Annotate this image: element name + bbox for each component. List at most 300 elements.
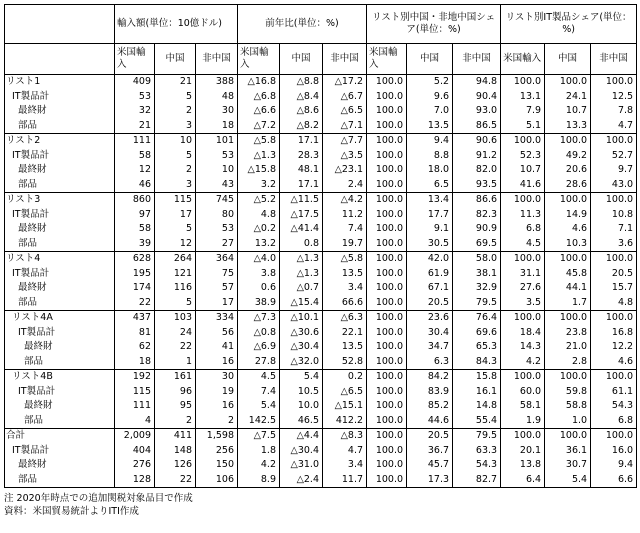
- value-cell: △32.0: [280, 355, 323, 370]
- row-label: 部品: [5, 296, 115, 311]
- value-cell: △6.6: [238, 104, 280, 119]
- value-cell: △6.8: [238, 90, 280, 105]
- value-cell: 192: [115, 370, 155, 385]
- value-cell: 100.0: [545, 193, 591, 208]
- table-row: [5, 104, 637, 119]
- value-cell: 22.1: [323, 326, 367, 341]
- value-cell: 276: [115, 458, 155, 473]
- value-cell: 3.2: [238, 178, 280, 193]
- value-cell: 2: [155, 104, 196, 119]
- value-cell: △15.8: [238, 163, 280, 178]
- value-cell: 100.0: [501, 370, 545, 385]
- table-row: [5, 163, 637, 178]
- value-cell: 76.4: [453, 311, 501, 326]
- table-row: [5, 326, 637, 341]
- value-cell: 100.0: [367, 444, 407, 459]
- value-cell: △30.4: [280, 340, 323, 355]
- row-label: 最終財: [5, 281, 115, 296]
- value-cell: 79.5: [453, 296, 501, 311]
- value-cell: 10: [155, 134, 196, 149]
- value-cell: 4: [115, 414, 155, 429]
- value-cell: 142.5: [238, 414, 280, 429]
- value-cell: 30.4: [407, 326, 453, 341]
- value-cell: 100.0: [367, 208, 407, 223]
- value-cell: △15.4: [280, 296, 323, 311]
- value-cell: 61.1: [591, 385, 637, 400]
- value-cell: 3.4: [323, 281, 367, 296]
- value-cell: 100.0: [367, 134, 407, 149]
- value-cell: 16.8: [591, 326, 637, 341]
- value-cell: 11.3: [501, 208, 545, 223]
- value-cell: 90.6: [453, 134, 501, 149]
- subheader-cell: 中国: [407, 44, 453, 75]
- value-cell: 49.2: [545, 149, 591, 164]
- value-cell: △0.8: [238, 326, 280, 341]
- value-cell: 59.8: [545, 385, 591, 400]
- value-cell: 10.5: [280, 385, 323, 400]
- value-cell: △6.7: [323, 90, 367, 105]
- value-cell: 43: [196, 178, 238, 193]
- value-cell: 10.8: [591, 208, 637, 223]
- value-cell: 18: [115, 355, 155, 370]
- value-cell: 53: [115, 90, 155, 105]
- subheader-cell: 中国: [545, 44, 591, 75]
- value-cell: 6.3: [407, 355, 453, 370]
- value-cell: 8.9: [238, 473, 280, 488]
- value-cell: 100.0: [545, 429, 591, 444]
- value-cell: 100.0: [367, 119, 407, 134]
- value-cell: 3.8: [238, 267, 280, 282]
- value-cell: 14.9: [545, 208, 591, 223]
- value-cell: 20.5: [407, 429, 453, 444]
- table-row: [5, 237, 637, 252]
- value-cell: 17.3: [407, 473, 453, 488]
- value-cell: 57: [196, 281, 238, 296]
- value-cell: 7.4: [238, 385, 280, 400]
- value-cell: 31.1: [501, 267, 545, 282]
- value-cell: 2.8: [545, 355, 591, 370]
- value-cell: 1.7: [545, 296, 591, 311]
- value-cell: 9.4: [407, 134, 453, 149]
- value-cell: 6.5: [407, 178, 453, 193]
- value-cell: 5.4: [280, 370, 323, 385]
- table-row: [5, 414, 637, 429]
- value-cell: 38.1: [453, 267, 501, 282]
- row-label: リスト3: [5, 193, 115, 208]
- value-cell: 19.7: [323, 237, 367, 252]
- value-cell: 60.0: [501, 385, 545, 400]
- value-cell: 41: [196, 340, 238, 355]
- value-cell: 100.0: [367, 473, 407, 488]
- row-label: 最終財: [5, 458, 115, 473]
- value-cell: 91.2: [453, 149, 501, 164]
- subheader-cell: 非中国: [453, 44, 501, 75]
- value-cell: 100.0: [367, 267, 407, 282]
- value-cell: 13.8: [501, 458, 545, 473]
- value-cell: 100.0: [545, 311, 591, 326]
- value-cell: 10: [196, 163, 238, 178]
- value-cell: 61.9: [407, 267, 453, 282]
- value-cell: 100.0: [367, 237, 407, 252]
- value-cell: 20.6: [545, 163, 591, 178]
- value-cell: 17: [155, 208, 196, 223]
- value-cell: 32.9: [453, 281, 501, 296]
- value-cell: 12: [155, 237, 196, 252]
- value-cell: 4.2: [238, 458, 280, 473]
- value-cell: △1.3: [238, 149, 280, 164]
- value-cell: 4.8: [238, 208, 280, 223]
- value-cell: △5.8: [323, 252, 367, 267]
- value-cell: 58.1: [501, 399, 545, 414]
- value-cell: 17.1: [280, 178, 323, 193]
- row-label: リスト1: [5, 75, 115, 90]
- value-cell: 41.6: [501, 178, 545, 193]
- value-cell: 4.7: [323, 444, 367, 459]
- value-cell: 11.7: [323, 473, 367, 488]
- value-cell: 42.0: [407, 252, 453, 267]
- value-cell: 7.9: [501, 104, 545, 119]
- value-cell: 93.0: [453, 104, 501, 119]
- value-cell: 412.2: [323, 414, 367, 429]
- value-cell: 116: [155, 281, 196, 296]
- value-cell: 2,009: [115, 429, 155, 444]
- value-cell: △4.2: [323, 193, 367, 208]
- value-cell: △1.3: [280, 252, 323, 267]
- value-cell: 3: [155, 119, 196, 134]
- value-cell: 5: [155, 296, 196, 311]
- subheader-cell: 米国輸入: [238, 44, 280, 75]
- value-cell: 6.8: [501, 222, 545, 237]
- value-cell: 409: [115, 75, 155, 90]
- value-cell: 96: [155, 385, 196, 400]
- value-cell: 58: [115, 222, 155, 237]
- row-label: 部品: [5, 119, 115, 134]
- row-label: リスト4: [5, 252, 115, 267]
- row-label: リスト4B: [5, 370, 115, 385]
- value-cell: 0.2: [323, 370, 367, 385]
- value-cell: 100.0: [367, 75, 407, 90]
- value-cell: 36.1: [545, 444, 591, 459]
- row-label: 最終財: [5, 340, 115, 355]
- table-row: [5, 399, 637, 414]
- value-cell: △6.5: [323, 385, 367, 400]
- value-cell: 2.4: [323, 178, 367, 193]
- value-cell: 4.2: [501, 355, 545, 370]
- value-cell: 63.3: [453, 444, 501, 459]
- value-cell: 52.8: [323, 355, 367, 370]
- value-cell: 5: [155, 222, 196, 237]
- value-cell: 100.0: [367, 311, 407, 326]
- value-cell: 5: [155, 149, 196, 164]
- value-cell: 43.0: [591, 178, 637, 193]
- value-cell: 82.7: [453, 473, 501, 488]
- value-cell: △30.6: [280, 326, 323, 341]
- value-cell: 27: [196, 237, 238, 252]
- notes: [4, 492, 636, 518]
- value-cell: 2: [196, 414, 238, 429]
- value-cell: 69.6: [453, 326, 501, 341]
- row-label: 部品: [5, 355, 115, 370]
- table-row: [5, 296, 637, 311]
- value-cell: △0.2: [238, 222, 280, 237]
- value-cell: 17.1: [280, 134, 323, 149]
- value-cell: 44.6: [407, 414, 453, 429]
- value-cell: 4.5: [238, 370, 280, 385]
- value-cell: 84.2: [407, 370, 453, 385]
- value-cell: 1.9: [501, 414, 545, 429]
- value-cell: 46.5: [280, 414, 323, 429]
- value-cell: 16.0: [591, 444, 637, 459]
- value-cell: 100.0: [367, 104, 407, 119]
- value-cell: 21: [155, 75, 196, 90]
- value-cell: 44.1: [545, 281, 591, 296]
- value-cell: 21.0: [545, 340, 591, 355]
- value-cell: 128: [115, 473, 155, 488]
- header-it-share: リスト別IT製品シェア(単位：%): [501, 5, 637, 44]
- value-cell: △6.9: [238, 340, 280, 355]
- value-cell: △3.5: [323, 149, 367, 164]
- table-row: [5, 385, 637, 400]
- value-cell: 860: [115, 193, 155, 208]
- value-cell: 83.9: [407, 385, 453, 400]
- subheader-cell: 米国輸入: [115, 44, 155, 75]
- table-row: [5, 178, 637, 193]
- value-cell: 53: [196, 222, 238, 237]
- value-cell: 100.0: [591, 252, 637, 267]
- value-cell: 4.6: [591, 355, 637, 370]
- row-label: 最終財: [5, 104, 115, 119]
- value-cell: △7.3: [238, 311, 280, 326]
- table-row: [5, 90, 637, 105]
- row-label: リスト2: [5, 134, 115, 149]
- value-cell: 48: [196, 90, 238, 105]
- value-cell: 100.0: [367, 385, 407, 400]
- value-cell: 100.0: [501, 134, 545, 149]
- row-label: IT製品計: [5, 90, 115, 105]
- value-cell: 6.6: [591, 473, 637, 488]
- value-cell: 7.0: [407, 104, 453, 119]
- corner-cell: [5, 5, 115, 44]
- value-cell: 52.3: [501, 149, 545, 164]
- value-cell: 22: [155, 473, 196, 488]
- subheader-cell: 中国: [155, 44, 196, 75]
- table-row: [5, 370, 637, 385]
- value-cell: 82.3: [453, 208, 501, 223]
- row-label: 部品: [5, 237, 115, 252]
- value-cell: 62: [115, 340, 155, 355]
- value-cell: 5: [155, 90, 196, 105]
- value-cell: 115: [155, 193, 196, 208]
- value-cell: △30.4: [280, 444, 323, 459]
- value-cell: 90.4: [453, 90, 501, 105]
- subheader-cell: 米国輸入: [501, 44, 545, 75]
- value-cell: 103: [155, 311, 196, 326]
- value-cell: 10.7: [501, 163, 545, 178]
- value-cell: 14.3: [501, 340, 545, 355]
- value-cell: △17.5: [280, 208, 323, 223]
- value-cell: 30: [196, 370, 238, 385]
- value-cell: 18.4: [501, 326, 545, 341]
- value-cell: 38.9: [238, 296, 280, 311]
- source-text: 資料：米国貿易統計よりITI作成: [4, 506, 139, 517]
- value-cell: 56: [196, 326, 238, 341]
- table-row: [5, 75, 637, 90]
- value-cell: 100.0: [591, 134, 637, 149]
- value-cell: 100.0: [591, 75, 637, 90]
- value-cell: 17: [196, 296, 238, 311]
- value-cell: 65.3: [453, 340, 501, 355]
- value-cell: 174: [115, 281, 155, 296]
- table-row: [5, 208, 637, 223]
- value-cell: 52.7: [591, 149, 637, 164]
- row-label: IT製品計: [5, 149, 115, 164]
- value-cell: 36.7: [407, 444, 453, 459]
- value-cell: 195: [115, 267, 155, 282]
- value-cell: 126: [155, 458, 196, 473]
- value-cell: 100.0: [501, 193, 545, 208]
- value-cell: 16.1: [453, 385, 501, 400]
- value-cell: 39: [115, 237, 155, 252]
- table-row: [5, 311, 637, 326]
- value-cell: △6.5: [323, 104, 367, 119]
- table-row: [5, 473, 637, 488]
- value-cell: 100.0: [591, 370, 637, 385]
- subheader-cell: 中国: [280, 44, 323, 75]
- row-label: 最終財: [5, 399, 115, 414]
- value-cell: 81: [115, 326, 155, 341]
- value-cell: 6.8: [591, 414, 637, 429]
- value-cell: 79.5: [453, 429, 501, 444]
- value-cell: △11.5: [280, 193, 323, 208]
- subheader-cell: 米国輸入: [367, 44, 407, 75]
- value-cell: △5.2: [238, 193, 280, 208]
- value-cell: 45.7: [407, 458, 453, 473]
- value-cell: 1.0: [545, 414, 591, 429]
- value-cell: 100.0: [367, 90, 407, 105]
- value-cell: 100.0: [367, 178, 407, 193]
- value-cell: △23.1: [323, 163, 367, 178]
- value-cell: 20.5: [591, 267, 637, 282]
- subheader-cell: 非中国: [591, 44, 637, 75]
- value-cell: △5.8: [238, 134, 280, 149]
- value-cell: 2: [155, 163, 196, 178]
- value-cell: 86.5: [453, 119, 501, 134]
- value-cell: 94.8: [453, 75, 501, 90]
- value-cell: 13.5: [407, 119, 453, 134]
- value-cell: 5.4: [238, 399, 280, 414]
- table-row: [5, 458, 637, 473]
- value-cell: 5.1: [501, 119, 545, 134]
- value-cell: 10.3: [545, 237, 591, 252]
- value-cell: 17.7: [407, 208, 453, 223]
- row-label: リスト4A: [5, 311, 115, 326]
- value-cell: △17.2: [323, 75, 367, 90]
- value-cell: 5.4: [545, 473, 591, 488]
- value-cell: 100.0: [367, 414, 407, 429]
- value-cell: 23.8: [545, 326, 591, 341]
- value-cell: 628: [115, 252, 155, 267]
- value-cell: 24.1: [545, 90, 591, 105]
- value-cell: 93.5: [453, 178, 501, 193]
- subheader-cell: 非中国: [323, 44, 367, 75]
- value-cell: △8.2: [280, 119, 323, 134]
- value-cell: 58: [115, 149, 155, 164]
- value-cell: 100.0: [367, 429, 407, 444]
- value-cell: 3: [155, 178, 196, 193]
- value-cell: 11.2: [323, 208, 367, 223]
- value-cell: 16: [196, 399, 238, 414]
- value-cell: 80: [196, 208, 238, 223]
- value-cell: 18: [196, 119, 238, 134]
- value-cell: △10.1: [280, 311, 323, 326]
- value-cell: △31.0: [280, 458, 323, 473]
- value-cell: 121: [155, 267, 196, 282]
- value-cell: 100.0: [591, 311, 637, 326]
- value-cell: 100.0: [367, 222, 407, 237]
- value-cell: 100.0: [367, 281, 407, 296]
- value-cell: 256: [196, 444, 238, 459]
- value-cell: 106: [196, 473, 238, 488]
- value-cell: 45.8: [545, 267, 591, 282]
- value-cell: 0.8: [280, 237, 323, 252]
- row-label: IT製品計: [5, 385, 115, 400]
- value-cell: △8.8: [280, 75, 323, 90]
- value-cell: 100.0: [501, 252, 545, 267]
- value-cell: 4.8: [591, 296, 637, 311]
- value-cell: △7.1: [323, 119, 367, 134]
- value-cell: 48.1: [280, 163, 323, 178]
- value-cell: 22: [155, 340, 196, 355]
- value-cell: 82.0: [453, 163, 501, 178]
- value-cell: △1.3: [280, 267, 323, 282]
- value-cell: 161: [155, 370, 196, 385]
- value-cell: 53: [196, 149, 238, 164]
- value-cell: 4.7: [591, 119, 637, 134]
- value-cell: 27.8: [238, 355, 280, 370]
- value-cell: 54.3: [453, 458, 501, 473]
- value-cell: 66.6: [323, 296, 367, 311]
- value-cell: △8.3: [323, 429, 367, 444]
- value-cell: 19: [196, 385, 238, 400]
- value-cell: 100.0: [367, 252, 407, 267]
- value-cell: 1: [155, 355, 196, 370]
- value-cell: 1,598: [196, 429, 238, 444]
- value-cell: 100.0: [591, 429, 637, 444]
- value-cell: 100.0: [367, 370, 407, 385]
- value-cell: 100.0: [367, 193, 407, 208]
- value-cell: 12.5: [591, 90, 637, 105]
- table-row: [5, 193, 637, 208]
- value-cell: 30.7: [545, 458, 591, 473]
- value-cell: △7.5: [238, 429, 280, 444]
- value-cell: 7.1: [591, 222, 637, 237]
- value-cell: 13.1: [501, 90, 545, 105]
- value-cell: 55.4: [453, 414, 501, 429]
- note-text: 注 2020年時点での追加関税対象品目で作成: [4, 493, 193, 504]
- value-cell: 100.0: [367, 399, 407, 414]
- value-cell: 9.1: [407, 222, 453, 237]
- value-cell: 100.0: [367, 340, 407, 355]
- subheader-cell: 非中国: [196, 44, 238, 75]
- value-cell: 6.4: [501, 473, 545, 488]
- value-cell: △41.4: [280, 222, 323, 237]
- value-cell: 0.6: [238, 281, 280, 296]
- value-cell: 115: [115, 385, 155, 400]
- value-cell: △4.4: [280, 429, 323, 444]
- table-row: [5, 281, 637, 296]
- value-cell: △2.4: [280, 473, 323, 488]
- value-cell: 111: [115, 134, 155, 149]
